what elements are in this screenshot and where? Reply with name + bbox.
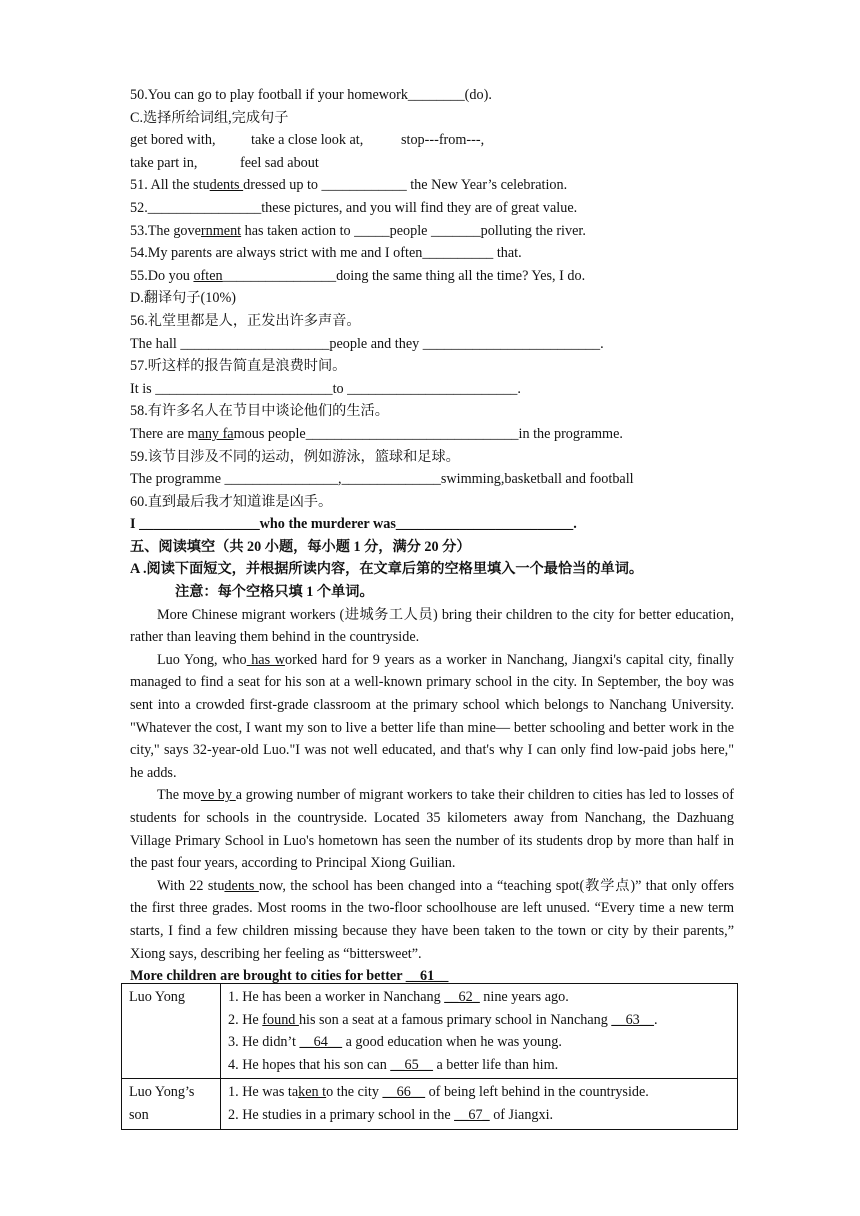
word-list-row-1 <box>130 129 734 152</box>
p2-underlined: has w <box>246 651 285 668</box>
q53-underlined: rnment <box>200 222 242 239</box>
p2-text-end: orked hard for 9 years as a worker in Nanchang, Jiangxi's capital city, finally managed to find a seat for his son at a well-known primary school in the city. In September, the boy was sent into a crowded first-grade classroom at the primary school which belongs to Nanchang University. "Whatever the cost, I want my son to live a better life than mine— better schooling and better work in the city," says 32-year-old Luo."I was not well educated, and that's why I can only find low-paid jobs here," he adds. <box>130 651 734 781</box>
fact-2-text-start: 2. He <box>228 1011 263 1028</box>
fact-4-text-end: a better life than him. <box>432 1056 559 1073</box>
question-57-english: It is _________________________to ________________________. <box>130 380 521 397</box>
section-a-note: 注意：每个空格只填 1 个单词。 <box>175 584 374 601</box>
phrase-stop-from: stop---from---, <box>401 132 485 149</box>
question-56-chinese: 56.礼堂里都是人，正发出许多声音。 <box>130 312 361 329</box>
blank-62: __62_ <box>444 989 480 1005</box>
son-fact-2 <box>228 1104 730 1127</box>
table-title-text: More children are brought to cities for better <box>130 968 406 985</box>
blank-65: __65__ <box>390 1056 433 1073</box>
son-fact-2-text-end: of Jiangxi. <box>489 1106 554 1123</box>
q51-text-start: 51. All the stu <box>130 177 210 194</box>
question-53 <box>130 220 734 243</box>
question-58-english <box>130 423 734 446</box>
question-52: 52.________________these pictures, and you will find they are of great value. <box>130 199 578 216</box>
blank-61: __61__ <box>405 968 449 985</box>
q53-text-start: 53.The gove <box>130 222 201 239</box>
fact-3-text-start: 3. He didn’t <box>228 1034 300 1051</box>
fact-1-text-start: 1. He has been a worker in Nanchang <box>228 989 445 1005</box>
phrase-take-part-in: take part in, <box>130 154 198 171</box>
q58-underlined: any fa <box>198 425 234 442</box>
blank-67: __67_ <box>454 1106 490 1123</box>
question-57-chinese: 57.听这样的报告简直是浪费时间。 <box>130 358 347 375</box>
luo-yong-facts <box>221 984 738 1079</box>
p4-text-start: With 22 stu <box>157 877 225 894</box>
q58-text-start: There are m <box>130 425 199 442</box>
section-a-instruction: A .阅读下面短文，并根据所读内容，在文章后第的空格里填入一个最恰当的单词。 <box>130 561 644 578</box>
question-58-chinese: 58.有许多名人在节目中谈论他们的生活。 <box>130 403 389 420</box>
question-51 <box>130 174 734 197</box>
fact-4 <box>228 1054 730 1077</box>
phrase-feel-sad-about: feel sad about <box>240 154 319 171</box>
q58-text-end: mous people______________________________in the programme. <box>233 425 623 442</box>
table-row <box>122 1079 738 1129</box>
question-50: 50.You can go to play football if your homework________(do). <box>130 87 492 103</box>
question-54: 54.My parents are always strict with me and I often__________ that. <box>130 245 522 262</box>
q51-underlined: dents <box>209 177 244 194</box>
section-c-heading: C.选择所给词组,完成句子 <box>130 109 289 126</box>
word-list-row-2 <box>130 152 734 175</box>
fact-2-text-mid: his son a seat at a famous primary school in Nanchang <box>298 1011 612 1028</box>
fact-3-text-end: a good education when he was young. <box>342 1034 562 1051</box>
phrase-get-bored-with: get bored with, <box>130 132 216 149</box>
blank-66: __66__ <box>382 1084 426 1101</box>
question-55 <box>130 265 734 288</box>
son-fact-1-underlined: ken t <box>298 1084 327 1101</box>
section-5-heading: 五、阅读填空（共 20 小题，每小题 1 分，满分 20 分） <box>130 538 471 555</box>
son-fact-2-text-start: 2. He studies in a primary school in the <box>228 1106 455 1123</box>
son-fact-1-text-start: 1. He was ta <box>228 1084 299 1101</box>
summary-table <box>121 983 738 1130</box>
blank-64: __64__ <box>299 1034 343 1051</box>
row-label-luo-yongs-son: Luo Yong’s son <box>122 1079 221 1129</box>
table-row <box>122 984 738 1079</box>
fact-3 <box>228 1031 730 1054</box>
passage-paragraph-2 <box>130 649 734 785</box>
blank-63: __63__ <box>611 1011 654 1028</box>
passage-paragraph-4 <box>130 875 734 965</box>
exam-page <box>130 84 734 988</box>
son-fact-1-text-mid: o the city <box>326 1084 383 1101</box>
section-d-heading: D.翻译句子(10%) <box>130 290 236 307</box>
question-60-chinese: 60.直到最后我才知道谁是凶手。 <box>130 493 333 510</box>
question-59-english: The programme ________________,______________swimming,basketball and football <box>130 471 634 488</box>
fact-4-text-start: 4. He hopes that his son can <box>228 1056 391 1073</box>
p4-text-end: now, the school has been changed into a “teaching spot(教学点)” that only offers the first three grades. Most rooms in the two-floor schoolhouse are left unused. “Every time a new term starts, I find a few children missing because they have been taken to the town or city by their parents,” Xiong says, describing her feeling as “bittersweet”. <box>130 877 734 962</box>
question-59-chinese: 59.该节目涉及不同的运动，例如游泳，篮球和足球。 <box>130 448 460 465</box>
son-fact-1 <box>228 1081 730 1104</box>
question-60-english: I _________________who the murderer was_________________________. <box>130 516 577 533</box>
fact-1-text-end: nine years ago. <box>479 989 569 1005</box>
passage-paragraph-1: More Chinese migrant workers (进城务工人员) bring their children to the city for better education, rather than leaving them behind in the countryside. <box>130 606 734 646</box>
fact-2-text-end: . <box>653 1011 658 1028</box>
question-56-english: The hall _____________________people and they _________________________. <box>130 335 604 352</box>
q55-text-start: 55.Do you <box>130 267 194 284</box>
p3-text-end: a growing number of migrant workers to take their children to cities has led to losses of students for schools in the countryside. Located 35 kilometers away from Nanchang, the Dazhuang Village Primary School in Luo's hometown has seen the number of its students drop by more than half in the past four years, according to Principal Xiong Guilian. <box>130 787 734 872</box>
p3-text-start: The mo <box>157 787 201 804</box>
row-label-luo-yong: Luo Yong <box>122 984 221 1079</box>
q55-text-end: ________________doing the same thing all the time? Yes, I do. <box>222 267 586 284</box>
q51-text-end: dressed up to ____________ the New Year’s celebration. <box>243 177 568 194</box>
p4-underlined: dents <box>224 877 259 894</box>
p3-underlined: ve by <box>200 787 236 804</box>
son-fact-1-text-end: of being left behind in the countryside. <box>425 1084 649 1101</box>
passage-paragraph-3 <box>130 784 734 874</box>
fact-2 <box>228 1009 730 1032</box>
son-facts <box>221 1079 738 1129</box>
phrase-take-a-close-look-at: take a close look at, <box>251 132 364 149</box>
p2-text-start: Luo Yong, who <box>157 651 247 668</box>
q53-text-end: has taken action to _____people _______polluting the river. <box>241 222 586 239</box>
fact-1 <box>228 986 730 1009</box>
fact-2-underlined: found <box>262 1011 299 1028</box>
q55-underlined: often <box>193 267 223 284</box>
